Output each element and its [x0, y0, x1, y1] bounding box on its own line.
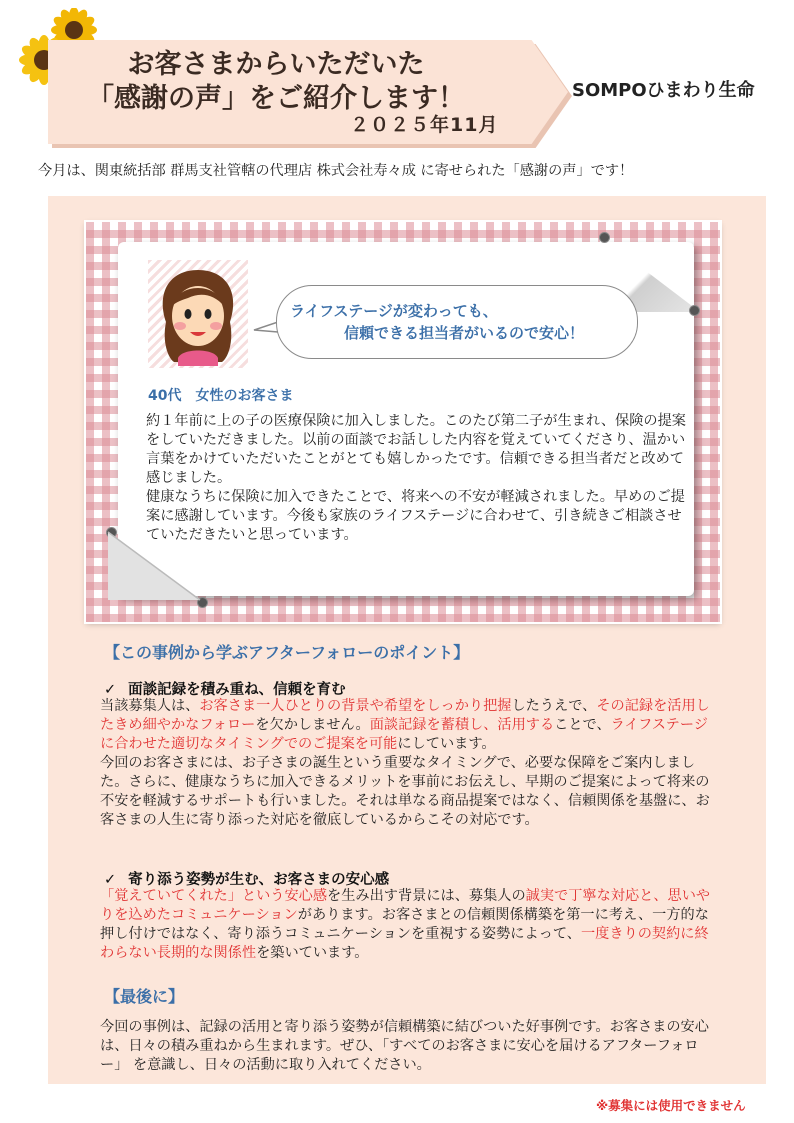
point-2-title-text: 寄り添う姿勢が生む、お客さまの安心感 — [128, 872, 390, 888]
pin-icon — [690, 306, 699, 315]
usage-notice: ※募集には使用できません — [596, 1098, 746, 1113]
text-span: したうえで、 — [511, 698, 597, 714]
text-span: 当該募集人は、 — [100, 698, 200, 714]
bubble-text-line-2: 信頼できる担当者がいるので安心！ — [344, 324, 585, 342]
text-span: があります。お客さまとの信頼関係構築を第一に考え、一方的な押し付けではなく、寄り添うコミュニケーションを重視する姿勢によって、 — [100, 907, 709, 942]
title-line-1: お客さまからいただいた — [127, 49, 425, 80]
closing-text: 今回の事例は、記録の活用と寄り添う姿勢が信頼構築に結びついた好事例です。お客さまの安心は、日々の積み重ねから生まれます。ぜひ、「すべてのお客さまに安心を届けるアフターフォロー」 を意識し、日々の活動に取り入れてください。 — [100, 1019, 709, 1073]
highlight-text: 誠実で丁寧な対応と、思いやりを込めたコミュニケーション — [100, 888, 711, 923]
customer-voice — [146, 412, 686, 545]
text-span: を生み出す背景には、募集人の — [327, 888, 526, 904]
text-span: を欠かしません。 — [255, 717, 370, 733]
highlight-text: その記録を活用したきめ細やかなフォロー — [100, 698, 710, 733]
point-1-paragraph-1 — [100, 697, 720, 754]
title-line-2: 「感謝の声」をご紹介します！ — [87, 83, 465, 114]
bubble-text-line-1: ライフステージが変わっても、 — [290, 302, 498, 320]
point-1-title — [104, 678, 346, 699]
closing-heading: 【最後に】 — [104, 987, 185, 1006]
company-logo-text: SOMPOひまわり生命 — [572, 80, 755, 101]
pin-icon — [600, 233, 609, 242]
highlight-text: 一度きりの契約に終わらない長期的な関係性 — [100, 926, 709, 961]
text-span: にしています。 — [397, 736, 496, 752]
point-1-title-text: 面談記録を積み重ね、信頼を育む — [128, 682, 346, 698]
highlight-text: ライフステージに合わせた適切なタイミングでのご提案を可能 — [100, 717, 708, 752]
point-2-paragraph — [100, 887, 720, 963]
customer-label: 40代 女性のお客さま — [148, 388, 294, 404]
voice-paragraph: 健康なうちに保険に加入できたことで、将来への不安が軽減されました。早めのご提案に感謝しています。今後も家族のライフステージに合わせて、引き続きご相談させていただきたいと思っています。 — [146, 489, 685, 543]
text-span: を築いています。 — [256, 945, 369, 961]
highlight-text: 「覚えていてくれた」という安心感 — [100, 888, 328, 904]
voice-paragraph: 約１年前に上の子の医療保険に加入しました。このたび第二子が生まれ、保険の提案をしていただきました。以前の面談でお話しした内容を覚えていてくださり、温かい言葉をかけていただいたことがとても嬉しかったです。信頼できる担当者だと改めて感じました。 — [146, 413, 686, 486]
check-icon: ✓ — [104, 872, 117, 888]
point-2-body — [100, 887, 720, 963]
text-span: ことで、 — [554, 717, 611, 733]
point-1-body — [100, 697, 720, 830]
point-1-paragraph-2: 今回のお客さまには、お子さまの誕生という重要なタイミングで、必要な保障をご案内しました。さらに、健康なうちに加入できるメリットを事前にお伝えし、早期のご提案によって将来の不安を軽減するサポートも行いました。それは単なる商品提案ではなく、信頼関係を基盤に、お客さまの人生に寄り添った対応を徹底しているからこその対応です。 — [100, 755, 710, 828]
point-2-title — [104, 868, 389, 889]
points-heading: 【この事例から学ぶアフターフォローのポイント】 — [104, 643, 470, 662]
intro-text: 今月は、関東統括部 群馬支社管轄の代理店 株式会社寿々成 に寄せられた「感謝の声」です！ — [38, 163, 634, 179]
issue-date: ２０２５年11月 — [350, 114, 499, 136]
check-icon: ✓ — [104, 682, 117, 698]
woman-avatar-icon — [152, 262, 244, 366]
page-title — [66, 48, 486, 116]
highlight-text: お客さま一人ひとりの背景や希望をしっかり把握 — [199, 698, 512, 714]
highlight-text: 面談記録を蓄積し、活用する — [369, 717, 555, 733]
